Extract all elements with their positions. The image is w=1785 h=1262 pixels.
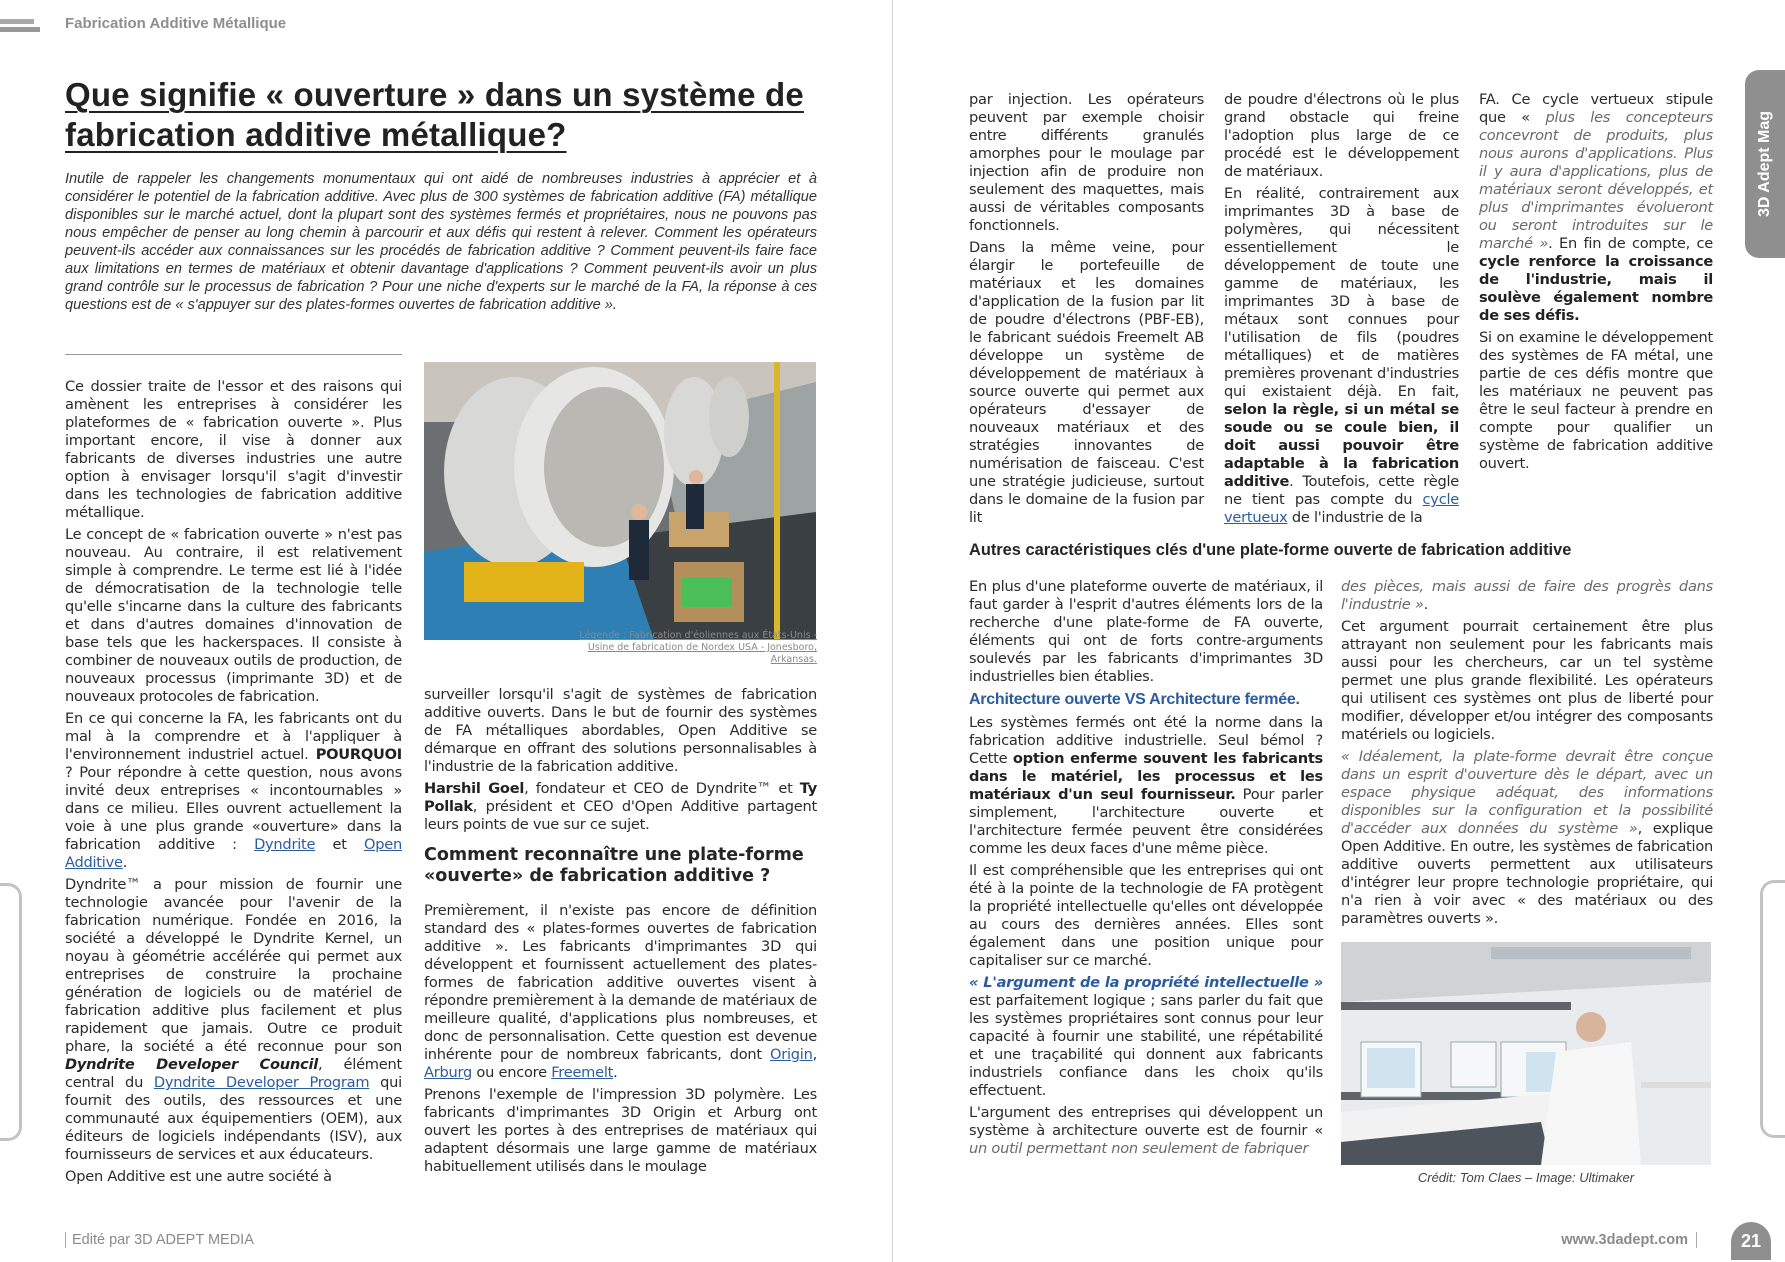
paragraph: Si on examine le développement des systèmes de FA métal, une partie de ces défis montre que les matériaux ne peuvent pas être le seul facteur à prendre en compte pour qualifier un système de fabrication additive ouvert. xyxy=(1479,329,1713,472)
page-edge-bracket xyxy=(1760,880,1785,1138)
magazine-side-tab xyxy=(1745,70,1785,258)
article-intro: Inutile de rappeler les changements monumentaux qui ont aidé de nombreuses industries à apprécier et à considérer le potentiel de la fabrication additive. Avec plus de 300 systèmes de fabrication additive (FA) métallique disponibles sur le marché actuel, dont la plupart sont des systèmes fermés et propriétaires, nous ne pouvons pas nous empêcher de penser au long chemin à parcourir et aux défis qui restent à relever. Comment les opérateurs peuvent-ils accéder aux connaissances sur les procédés de fabrication additive ? Comment peuvent-ils faire face aux limitations en termes de matériaux et obtenir davantage d'applications ? Comment peuvent-ils avoir un plus grand contrôle sur le processus de fabrication ? Pour une niche d'experts sur le marché de la FA, la réponse à ces questions est de « s'appuyer sur des plates-formes ouvertes de fabrication additive ». xyxy=(65,171,817,313)
paragraph: En plus d'une plateforme ouverte de matériaux, il faut garder à l'esprit d'autres éléments lors de la recherche d'une plate-forme de FA ouverte, éléments qui ont de forts contre-arguments soulevés par les fabricants d'imprimantes 3D industrielles bien établies. xyxy=(969,578,1323,685)
article-title: Que signifie « ouverture » dans un système de fabrication additive métallique? xyxy=(65,76,804,153)
paragraph: de poudre d'électrons où le plus grand obstacle qui freine l'adoption plus large de ce procédé est le développement de matériaux. xyxy=(1224,91,1459,180)
column-2-bottom xyxy=(424,902,817,1180)
link-arburg[interactable]: Arburg xyxy=(424,1064,473,1081)
section-heading-key-features: Autres caractéristiques clés d'une plate-forme ouverte de fabrication additive xyxy=(969,541,1572,559)
paragraph: Harshil Goel, fondateur et CEO de Dyndrite™ et Ty Pollak, président et CEO d'Open Additive partagent leurs points de vue sur ce sujet. xyxy=(424,780,817,833)
ultimaker-lab-photo xyxy=(1341,942,1711,1165)
link-dyndrite-developer-program[interactable]: Dyndrite Developer Program xyxy=(153,1074,370,1091)
paragraph: Les systèmes fermés ont été la norme dans la fabrication additive industrielle. Seul bémol ? Cette option enferme souvent les fabricants dans le matériel, les processus et les matériaux d'un seul fournisseur. Pour parler simplement, l'architecture ouverte et l'architecture fermée peuvent être considérées comme les deux faces d'une même pièce. xyxy=(969,714,1323,857)
column-2-top xyxy=(424,686,817,838)
page-number: 21 xyxy=(1731,1222,1771,1260)
paragraph: Open Additive est une autre société à xyxy=(65,1168,332,1185)
column-3 xyxy=(969,91,1204,531)
subheading-open-platform: Comment reconnaître une plate-forme «ouverte» de fabrication additive ? xyxy=(424,845,804,886)
link-freemelt[interactable]: Freemelt xyxy=(551,1064,614,1081)
subheading-architecture: Architecture ouverte VS Architecture fermée. xyxy=(969,691,1300,708)
paragraph: En réalité, contrairement aux imprimantes 3D à base de polymères, qui nécessitent essentiellement le développement de toute une gamme de matériaux, les imprimantes 3D à base de métaux sont connues pour l'utilisation de fils (poudres métalliques) et de matières premières provenant d'industries qui existaient déjà. En fait, selon la règle, si un métal se soude ou se coule bien, il doit aussi pouvoir être adaptable à la fabrication additive. Toutefois, cette règle ne tient pas compte du cycle vertueux de l'industrie de la xyxy=(1224,185,1459,526)
link-cycle-vertueux[interactable]: cycle vertueux xyxy=(1224,491,1459,526)
paragraph: Dans la même veine, pour élargir le portefeuille de matériaux et les domaines d'application de la fusion par lit de poudre d'électrons (PBF-EB), le fabricant suédois Freemelt AB développe un système de développement de matériaux à source ouverte qui permet aux opérateurs d'essayer de nouveaux matériaux et des stratégies innovantes de numérisation de faisceau. C'est une stratégie judicieuse, surtout dans le domaine de la fusion par lit xyxy=(969,239,1204,526)
figure-1-caption: Légende : Fabrication d'éoliennes aux États-Unis - Usine de fabrication de Nordex USA - Jonesboro, Arkansas. xyxy=(579,630,817,665)
paragraph: surveiller lorsqu'il s'agit de systèmes de fabrication additive ouverts. Dans le but de fournir des systèmes de FA métalliques abordables, Open Additive se démarque en offrant des solutions personnalisables à l'industrie de la fabrication additive. xyxy=(424,686,817,775)
paragraph: « L'argument de la propriété intellectuelle » est parfaitement logique ; sans parler du fait que les systèmes propriétaires sont connus pour leur capacité à fournir une stabilité, une répétabilité et une traçabilité qui donnent aux fabricants industriels confiance dans les choix qu'ils effectuent. xyxy=(969,974,1323,1099)
paragraph: Dyndrite™ a pour mission de fournir une technologie avancée pour l'avenir de la fabrication numérique. Fondée en 2016, la société a développé le Dyndrite Kernel, un noyau à géométrie accélérée qui permet aux entreprises de construire la prochaine génération de logiciels ou de matériel de fabrication additive plus facilement et plus rapidement que jamais. Outre ce produit phare, la société a été reconnue pour son Dyndrite Developer Council, élément central du Dyndrite Developer Program qui fournit des outils, des ressources et une communauté aux équipementiers (OEM), aux éditeurs de logiciels indépendants (ISV), aux fournisseurs de services et aux éducateurs. xyxy=(65,876,402,1163)
paragraph: Il est compréhensible que les entreprises qui ont été à la pointe de la technologie de FA protègent la propriété intellectuelle qu'elles ont développée au cours des dernières années. Elles sont également dans une position unique pour capitaliser sur ce marché. xyxy=(969,862,1323,969)
header-bars-decoration xyxy=(0,19,40,35)
paragraph: Ce dossier traite de l'essor et des raisons qui amènent les entreprises à considérer les plateformes de « fabrication ouverte ». Plus important encore, il vise à donner aux fabricants de diverses industries une autre option à envisager lorsqu'il s'agit d'investir dans les technologies de fabrication additive métallique. xyxy=(65,378,402,521)
paragraph: par injection. Les opérateurs peuvent par exemple choisir entre différents granulés amorphes pour le moulage par injection afin de produire non seulement des maquettes, mais aussi de véritables composants fonctionnels. xyxy=(969,91,1204,234)
paragraph: Premièrement, il n'existe pas encore de définition standard des « plates-formes ouvertes de fabrication additive ». Les fabricants d'imprimantes 3D qui développent et fournissent actuellement des plates-formes de fabrication additive ouvertes visent à répondre premièrement à la demande de matériaux de meilleure qualité, d'applications plus nombreuses, et donc de personnalisation. Cette question est devenue inhérente pour de nombreux fabricants, dont Origin, Arburg ou encore Freemelt. xyxy=(424,902,817,1081)
paragraph: L'argument des entreprises qui développent un système à architecture ouverte est de fournir « un outil permettant non seulement de fabriquer xyxy=(969,1104,1323,1157)
wind-turbine-factory-photo xyxy=(424,362,816,640)
figure-2-caption: Crédit: Tom Claes – Image: Ultimaker xyxy=(1417,1170,1635,1185)
paragraph: Prenons l'exemple de l'impression 3D polymère. Les fabricants d'imprimantes 3D Origin et Arburg ont ouvert les portes à des entreprises de matériaux qui adaptent désormais une large gamme de matériaux habituellement utilisés dans le moulage xyxy=(424,1086,817,1175)
page-edge-bracket xyxy=(0,883,22,1141)
intro-divider xyxy=(65,354,402,355)
paragraph: Le concept de « fabrication ouverte » n'est pas nouveau. Au contraire, il est relativement simple à comprendre. Le terme est lié à l'idée de démocratisation de la technologie telle qu'elle s'incarne dans la culture des fabricants et dans d'autres domaines d'innovation de base tels que les hackerspaces. Il consiste à combiner de nouveaux outils de production, de nouveaux processus (imprimante 3D) et de nouveaux protocoles de fabrication. xyxy=(65,526,402,705)
footer-publisher: Edité par 3D ADEPT MEDIA xyxy=(65,1232,254,1248)
paragraph: « Idéalement, la plate-forme devrait être conçue dans un esprit d'ouverture dès le départ, avec un espace physique adéquat, des informations disponibles sur la configuration et la possibilité d'accéder aux données du système », explique Open Additive. En outre, les systèmes de fabrication additive ouverts permettent aux utilisateurs d'intégrer leur propre technologie propriétaire, qui n'a rien à voir avec « des matériaux ou des paramètres ouverts ». xyxy=(1341,748,1713,927)
column-7 xyxy=(1341,578,1713,932)
page-spine xyxy=(892,0,893,1262)
link-dyndrite[interactable]: Dyndrite xyxy=(254,836,316,853)
column-5 xyxy=(1479,91,1713,477)
paragraph: Cet argument pourrait certainement être plus attrayant non seulement pour les fabricants mais aussi pour les chercheurs, car un tel système permet une plus grande flexibilité. Les opérateurs qui utilisent ces systèmes ont plus de liberté pour modifier, développer et/ou intégrer des composants matériels ou logiciels. xyxy=(1341,618,1713,743)
column-6 xyxy=(969,578,1323,1162)
footer-website-link[interactable]: www.3dadept.com xyxy=(1561,1232,1697,1248)
paragraph: des pièces, mais aussi de faire des progrès dans l'industrie ». xyxy=(1341,578,1713,613)
left-page xyxy=(0,0,892,1262)
link-origin[interactable]: Origin xyxy=(770,1046,813,1063)
column-1 xyxy=(65,378,402,1190)
side-tab-label: 3D Adept Mag xyxy=(1756,110,1773,218)
paragraph: En ce qui concerne la FA, les fabricants ont du mal à la comprendre et à l'appliquer à l'environnement industriel actuel. POURQUOI ? Pour répondre à cette question, nous avons invité deux entreprises « incontournables » dans ce milieu. Elles ouvrent actuellement la voie à une plus grande «ouverture» dans la fabrication additive : Dyndrite et Open Additive. xyxy=(65,710,403,871)
column-4 xyxy=(1224,91,1459,531)
link-open-additive[interactable]: Open Additive xyxy=(65,836,403,871)
section-header: Fabrication Additive Métallique xyxy=(65,15,287,32)
paragraph: FA. Ce cycle vertueux stipule que « plus les concepteurs concevront de produits, plus nous aurons d'applications. Plus il y aura d'applications, plus de matériaux seront développés, et plus d'imprimantes évolueront ou seront introduites sur le marché ». En fin de compte, ce cycle renforce la croissance de l'industrie, mais il soulève également nombre de ses défis. xyxy=(1479,91,1713,324)
